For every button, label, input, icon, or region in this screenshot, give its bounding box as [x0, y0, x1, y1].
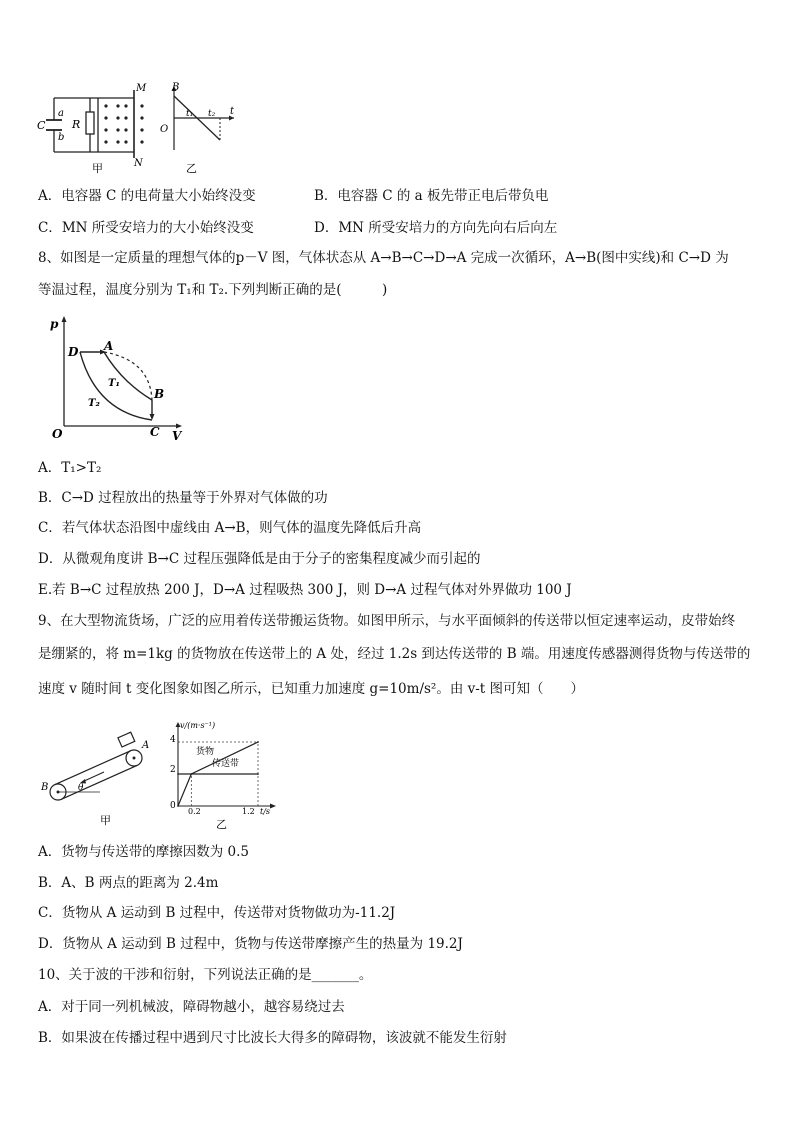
q9-conveyor-figure	[38, 730, 162, 830]
q8-pv-diagram	[40, 312, 210, 442]
q8-stem-line-2: 等温过程，温度分别为 T₁和 T₂.下列判断正确的是( )	[38, 282, 388, 298]
vt-point-0-2	[257, 741, 259, 743]
q7-option-b[interactable]: B．电容器 C 的 a 板先带正电后带负电	[314, 188, 549, 204]
x-tick-0-2: 0.2	[188, 807, 201, 816]
label-t: t	[230, 106, 235, 117]
label-v: V	[172, 429, 182, 442]
label-t2: T₂	[88, 398, 100, 409]
q9-option-d[interactable]: D．货物从 A 运动到 B 过程中，货物与传送带摩擦产生的热量为 19.2J	[38, 936, 463, 952]
y-tick-4: 4	[170, 735, 176, 745]
label-theta: θ	[78, 783, 84, 793]
label-a: A	[142, 740, 150, 751]
label-c: C	[37, 119, 46, 132]
q10-option-b[interactable]: B．如果波在传播过程中遇到尺寸比波长大得多的障碍物，该波就不能发生衍射	[38, 1030, 507, 1046]
q7-option-a[interactable]: A．电容器 C 的电荷量大小始终没变	[38, 188, 256, 204]
x-tick-1-2: 1.2	[242, 807, 255, 816]
q7-option-c[interactable]: C．MN 所受安培力的大小始终没变	[38, 220, 254, 236]
x-axis-label: t/s	[260, 807, 271, 816]
label-b: b	[58, 132, 65, 143]
label-b: B	[41, 782, 49, 793]
label-a: a	[58, 108, 64, 119]
label-r: R	[72, 118, 81, 131]
label-o: O	[52, 427, 63, 441]
q9-stem-line-1: 9、在大型物流货场，广泛的应用着传送带搬运货物。如图甲所示，与水平面倾斜的传送带以恒定速率运动，皮带始终	[38, 613, 736, 629]
belt-label: 传送带	[212, 759, 240, 769]
q8-option-e[interactable]: E.若 B→C 过程放热 200 J，D→A 过程吸热 300 J，则 D→A 过程气体对外界做功 100 J	[38, 582, 572, 598]
label-t2: t₂	[208, 109, 216, 119]
q9-option-b[interactable]: B．A、B 两点的距离为 2.4m	[38, 875, 219, 891]
q7-circuit-figure	[34, 80, 264, 180]
q9-option-a[interactable]: A．货物与传送带的摩擦因数为 0.5	[38, 844, 250, 860]
cargo-label: 货物	[196, 747, 215, 757]
vt-series-group	[177, 741, 259, 807]
y-tick-0: 0	[170, 801, 176, 811]
caption-jia: 甲	[92, 162, 103, 175]
q9-stem-line-3: 速度 v 随时间 t 变化图象如图乙所示，已知重力加速度 g=10m/s²。由 v-t 图可知（ ）	[38, 681, 585, 697]
label-o: O	[160, 124, 169, 135]
y-axis-label: v/(m·s⁻¹)	[180, 721, 216, 730]
label-m: M	[136, 83, 147, 94]
q10-option-a[interactable]: A．对于同一列机械波，障碍物越小，越容易绕过去	[38, 999, 345, 1015]
q9-option-c[interactable]: C．货物从 A 运动到 B 过程中，传送带对货物做功为-11.2J	[38, 905, 396, 921]
vt-point-0-0	[177, 805, 179, 807]
label-n: N	[134, 158, 143, 169]
q8-option-b[interactable]: B．C→D 过程放出的热量等于外界对气体做的功	[38, 490, 328, 506]
vt-point-1-0	[177, 773, 179, 775]
q8-option-a[interactable]: A．T₁>T₂	[38, 460, 102, 476]
q9-stem-line-2: 是绷紧的，将 m=1kg 的货物放在传送带上的 A 处，经过 1.2s 到达传送带的 B 端。用速度传感器测得货物与传送带的	[38, 646, 751, 662]
caption-jia: 甲	[100, 814, 111, 827]
q8-option-c[interactable]: C．若气体状态沿图中虚线由 A→B，则气体的温度先降低后升高	[38, 520, 422, 536]
q7-option-d[interactable]: D．MN 所受安培力的方向先向右后向左	[314, 220, 558, 236]
label-d: D	[68, 345, 79, 359]
magnetic-field-dots	[104, 104, 143, 143]
y-tick-2: 2	[170, 765, 176, 775]
q8-stem-line-1: 8、如图是一定质量的理想气体的p－V 图，气体状态从 A→B→C→D→A 完成一次循环，A→B(图中实线)和 C→D 为	[38, 250, 729, 266]
label-a: A	[104, 339, 114, 353]
vt-point-1-1	[257, 773, 259, 775]
q9-vt-chart	[160, 716, 284, 830]
label-t1: T₁	[108, 378, 120, 389]
label-c: C	[150, 425, 160, 439]
q8-option-d[interactable]: D．从微观角度讲 B→C 过程压强降低是由于分子的密集程度减少而引起的	[38, 551, 481, 567]
label-t1: t₁	[186, 109, 194, 119]
label-b: B	[154, 387, 165, 401]
q10-stem: 10、关于波的干涉和衍射，下列说法正确的是_______。	[38, 967, 373, 983]
label-b-axis: B	[172, 82, 180, 93]
label-p: p	[50, 317, 59, 331]
caption-yi: 乙	[186, 162, 197, 175]
caption-yi: 乙	[216, 818, 227, 830]
